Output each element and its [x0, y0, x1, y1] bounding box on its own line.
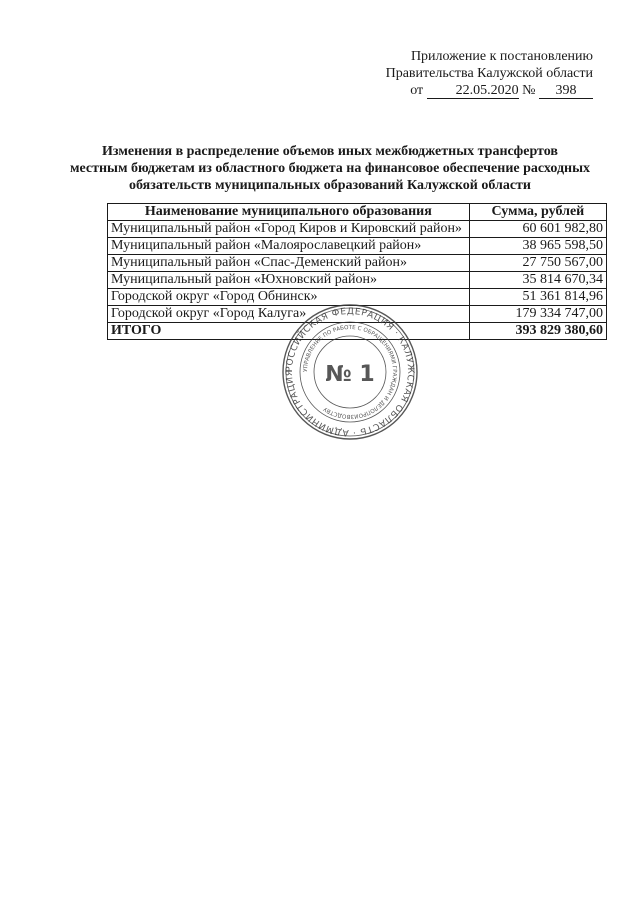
municipality-amount: 38 965 598,50	[469, 238, 606, 255]
title-line-1: Изменения в распределение объемов иных межбюджетных трансфертов	[102, 144, 558, 159]
resolution-number: 398	[539, 84, 593, 99]
seal-outer-text: РОССИЙСКАЯ ФЕДЕРАЦИЯ · КАЛУЖСКАЯ ОБЛАСТЬ · АДМИНИСТРАЦИЯ	[284, 306, 416, 438]
municipality-name: Муниципальный район «Город Киров и Кировский район»	[108, 221, 470, 238]
municipality-amount: 35 814 670,34	[469, 272, 606, 289]
seal-number: № 1	[325, 362, 375, 387]
appendix-header	[363, 48, 593, 99]
table-row	[108, 255, 607, 272]
official-seal	[280, 302, 420, 442]
table-row	[108, 272, 607, 289]
appendix-line-1: Приложение к постановлению	[410, 49, 593, 64]
total-amount: 393 829 380,60	[469, 323, 606, 340]
table-row	[108, 238, 607, 255]
number-label: №	[522, 83, 536, 98]
table-header-row	[108, 204, 607, 221]
title-line-2: местным бюджетам из областного бюджета на финансовое обеспечение расходных	[69, 161, 591, 176]
municipality-name: Муниципальный район «Спас-Деменский район»	[108, 255, 470, 272]
appendix-date-number	[363, 82, 593, 99]
document-title	[60, 143, 600, 194]
total-label: ИТОГО	[108, 323, 470, 340]
municipality-amount: 179 334 747,00	[469, 306, 606, 323]
municipality-name: Городской округ «Город Обнинск»	[108, 289, 470, 306]
title-line-3: обязательств муниципальных образований Калужской области	[129, 178, 531, 193]
municipality-amount: 60 601 982,80	[469, 221, 606, 238]
municipality-amount: 27 750 567,00	[469, 255, 606, 272]
column-header-name: Наименование муниципального образования	[108, 204, 470, 221]
appendix-line-2: Правительства Калужской области	[385, 66, 593, 81]
municipality-name: Муниципальный район «Юхновский район»	[108, 272, 470, 289]
resolution-date: 22.05.2020	[427, 84, 519, 99]
municipality-name: Муниципальный район «Малоярославецкий район»	[108, 238, 470, 255]
from-label: от	[410, 83, 424, 98]
seal-stamp-icon	[280, 302, 420, 442]
municipality-name: Городской округ «Город Калуга»	[108, 306, 470, 323]
seal-inner-text: УПРАВЛЕНИЕ ПО РАБОТЕ С ОБРАЩЕНИЯМИ ГРАЖДАН И ДЕЛОПРОИЗВОДСТВУ	[302, 324, 398, 420]
municipality-amount: 51 361 814,96	[469, 289, 606, 306]
table-row	[108, 221, 607, 238]
column-header-amount: Сумма, рублей	[469, 204, 606, 221]
